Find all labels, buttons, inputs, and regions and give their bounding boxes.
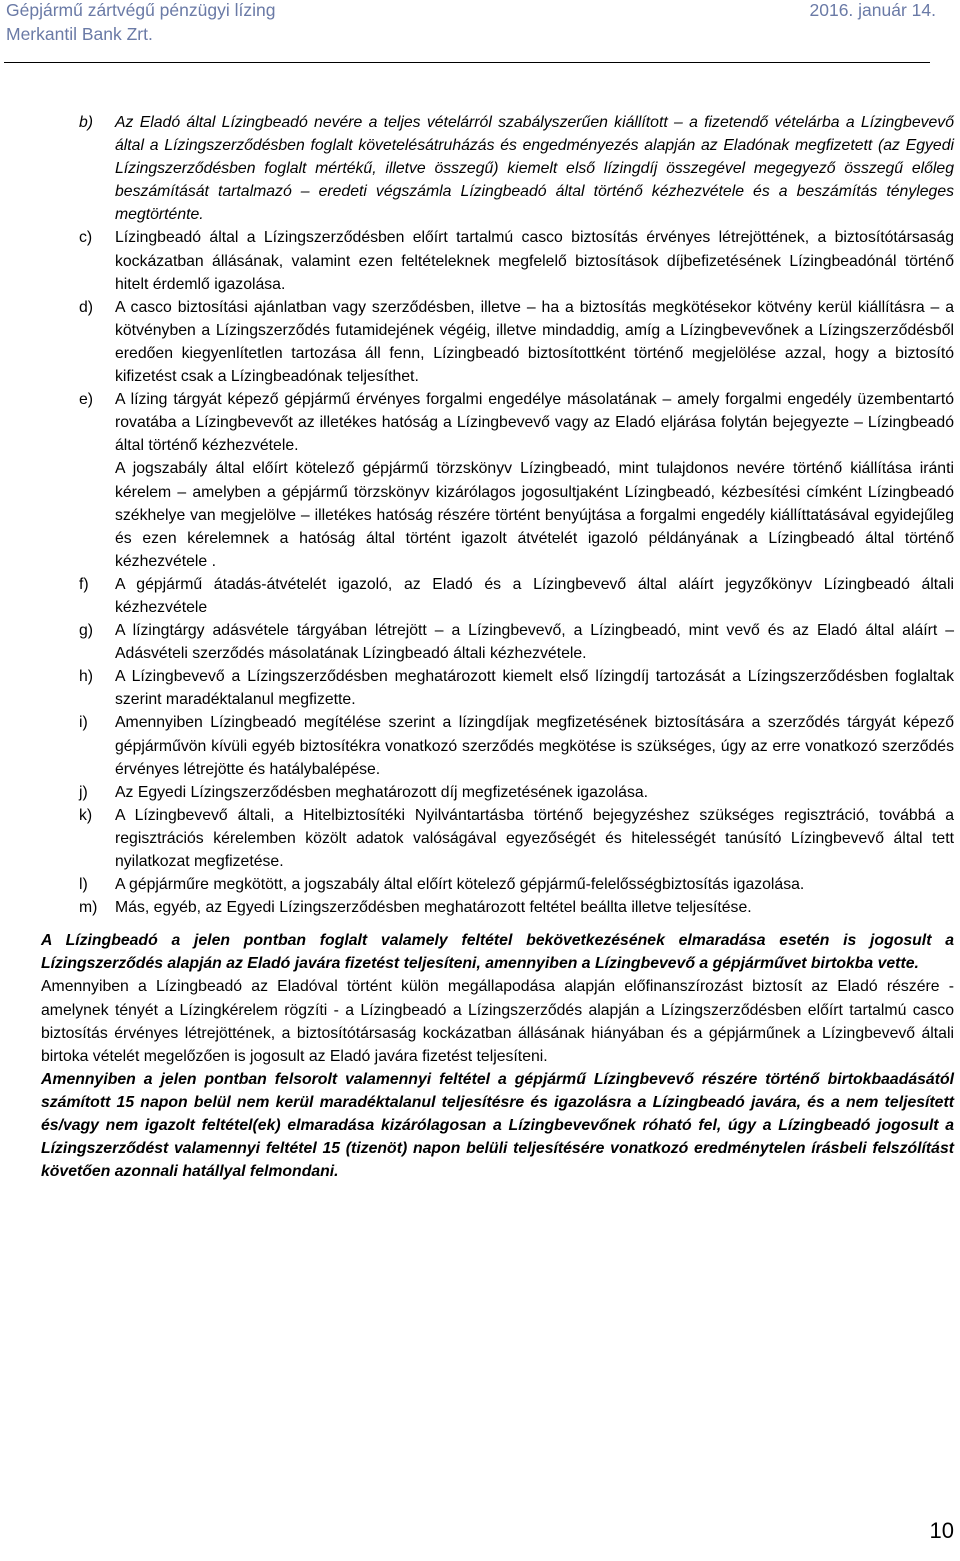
list-item-m: [0, 896, 960, 919]
header-rule: [4, 62, 930, 63]
list-item-d: [0, 296, 960, 388]
bank-name: Merkantil Bank Zrt.: [6, 24, 153, 44]
list-item-text: A Lízingbevevő általi, a Hitelbiztosítéki Nyilvántartásba történő bejegyzéshez szükséges regisztráció, továbbá a regisztrációs kérelemben közölt adatok valóságával egyezőségét és hitelességét tanúsító Lízingbevevő által tett nyilatkozat megfizetése.: [115, 806, 954, 870]
list-item-label: l): [79, 876, 88, 894]
page-header: [6, 0, 936, 46]
closing-paragraph: Amennyiben a Lízingbeadó az Eladóval történt külön megállapodása alapján előfinanszírozást biztosít az Eladó részére - amelynek tényét a Lízingkérelem rögzíti - a Lízingbeadó a Lízingszerződés alapján a Lízingszerződésben előírt tartalmú casco biztosítás érvényes létrejöttének, a biztosítótársaság kockázatban állásának hiányában és a gépjárműnek a Lízingbevevő általi birtoka vételét megelőzően is jogosult az Eladó javára fizetést teljesíteni.: [41, 978, 954, 1065]
list-item-label: e): [79, 391, 94, 409]
document-date: 2016. január 14.: [809, 0, 936, 20]
list-item-text: A casco biztosítási ajánlatban vagy szerződésben, illetve – ha a biztosítás megkötésekor kötvény kerül kiállításra – a kötvényben a Lízingszerződés futamidejének végéig, illetve mindaddig, amíg a Lízingbevevőnek a Lízingszerződésből eredően kiegyenlítetlen tartozása áll fenn, Lízingbeadó biztosítottként történő megjelölése azzal, hogy a biztosító kifizetést csak a Lízingbeadónak teljesíthet.: [115, 298, 954, 386]
list-item-h: [0, 665, 960, 711]
closing-paragraph-bold: Amennyiben a jelen pontban felsorolt valamennyi feltétel a gépjármű Lízingbevevő részére történő birtokbaadásától számított 15 napon belül nem kerül maradéktalanul teljesítésre és igazolásra a Lízingbeadó javára, és a nem teljesített és/vagy nem igazolt feltétel(ek) elmaradása kizárólagosan a Lízingbevevőnek róható fel, úgy a Lízingbeadó jogosult a Lízingszerződést valamennyi feltétel 15 (tizenöt) napon belüli teljesítésére vonatkozó eredménytelen írásbeli felszólítást követően azonnali hatállyal felmondani.: [41, 1070, 954, 1181]
list-item-b: [0, 111, 960, 226]
list-item-text: A lízingtárgy adásvétele tárgyában létrejött – a Lízingbevevő, a Lízingbeadó, mint vevő és az Eladó által aláírt – Adásvételi szerződés másolatának Lízingbeadó általi kézhezvétele.: [115, 622, 954, 663]
list-item-text: A jogszabály által előírt kötelező gépjármű törzskönyv Lízingbeadó, mint tulajdonos nevére történő kiállítása iránti kérelem – amelyben a gépjármű törzskönyv kizárólagos jogosultjaként Lízingbeadó, kézbesítési címként Lízingbeadó székhelye van megjelölve – illetékes hatóság részére történt benyújtása a forgalmi engedély kiállíttatásával egyidejűleg és ezen kérelemnek a hatóság által történt igazolt átvételét igazoló példányának a Lízingbeadó által történő kézhezvétele .: [115, 460, 954, 570]
list-item-text: Amennyiben Lízingbeadó megítélése szerint a lízingdíjak megfizetésének biztosítására a szerződés tárgyát képező gépjárművön kívüli egyéb biztosítékra vonatkozó szerződés megkötése is szükséges, úgy az erre vonatkozó szerződés érvényes létrejötte és hatálybalépése.: [115, 714, 954, 778]
list-item-text: Az Egyedi Lízingszerződésben meghatározott díj megfizetésének igazolása.: [115, 783, 649, 801]
page-number: 10: [929, 1518, 954, 1543]
list-item-text: Lízingbeadó által a Lízingszerződésben előírt tartalmú casco biztosítás érvényes létrejöttének, a biztosítótársaság kockázatban állásának, valamint ezen feltételeknek megfelelő biztosítások díjbefizetésének Lízingbeadónál történő hitelt érdemlő igazolása.: [115, 229, 954, 293]
list-item-text: A gépjármű átadás-átvételét igazoló, az Eladó és a Lízingbevevő által aláírt jegyzőkönyv Lízingbeadó általi kézhezvétele: [115, 575, 954, 616]
list-item-text: Az Eladó által Lízingbeadó nevére a teljes vételárról szabályszerűen kiállított – a fizetendő vételárba a Lízingbevevő által a Lízingszerződésben foglalt követelésátruházás és engedményezés alapján az Eladónak megfizetett (az Egyedi Lízingszerződésben foglalt mértékű, illetve összegű) kiemelt első lízingdíj összegével megegyező összegű előleg beszámítását tartalmazó – eredeti végszámla Lízingbeadó által történő kézhezvétele és a beszámítás tényleges megtörténte.: [115, 114, 954, 224]
list-item-text: A gépjárműre megkötött, a jogszabály által előírt kötelező gépjármű-felelősségbiztosítás igazolása.: [115, 876, 805, 894]
list-item-label: i): [79, 714, 88, 732]
list-item-text: A Lízingbevevő a Lízingszerződésben meghatározott kiemelt első lízingdíj tartozását a Lízingszerződésben foglaltak szerint maradéktalanul megfizette.: [115, 668, 954, 709]
list-item-g: [0, 619, 960, 665]
list-item-l: [0, 873, 960, 896]
list-item-text: Más, egyéb, az Egyedi Lízingszerződésben meghatározott feltétel beállta illetve teljesítése.: [115, 899, 752, 917]
list-item-c: [0, 226, 960, 295]
document-body: [0, 111, 960, 1183]
list-item-i: [0, 711, 960, 780]
list-item-text: A lízing tárgyát képező gépjármű érvényes forgalmi engedélye másolatának – amely forgalmi engedély üzembentartó rovatába a Lízingbevevőt az illetékes hatóság a Lízingbevevő vagy az Eladó eljárása folytán bejegyezte – Lízingbeadó által történő kézhezvétele.: [115, 391, 954, 455]
list-item-label: f): [79, 575, 89, 593]
list-item-label: g): [79, 622, 94, 640]
list-item-label: d): [79, 298, 94, 316]
list-item-e: [0, 388, 960, 573]
list-item-label: m): [79, 899, 98, 917]
list-item-k: [0, 804, 960, 873]
list-item-label: k): [79, 806, 93, 824]
list-item-label: h): [79, 668, 94, 686]
list-item-j: [0, 781, 960, 804]
spacer: [0, 919, 960, 929]
list-item-f: [0, 573, 960, 619]
document-title: Gépjármű zártvégű pénzügyi lízing: [6, 0, 276, 20]
list-item-label: j): [79, 783, 88, 801]
list-item-label: c): [79, 229, 93, 247]
list-item-label: b): [79, 114, 94, 131]
closing-paragraph-bold: A Lízingbeadó a jelen pontban foglalt valamely feltétel bekövetkezésének elmaradása esetén is jogosult a Lízingszerződés alapján az Eladó javára fizetést teljesíteni, amennyiben a Lízingbevevő a gépjárművet birtokba vette.: [41, 932, 954, 973]
